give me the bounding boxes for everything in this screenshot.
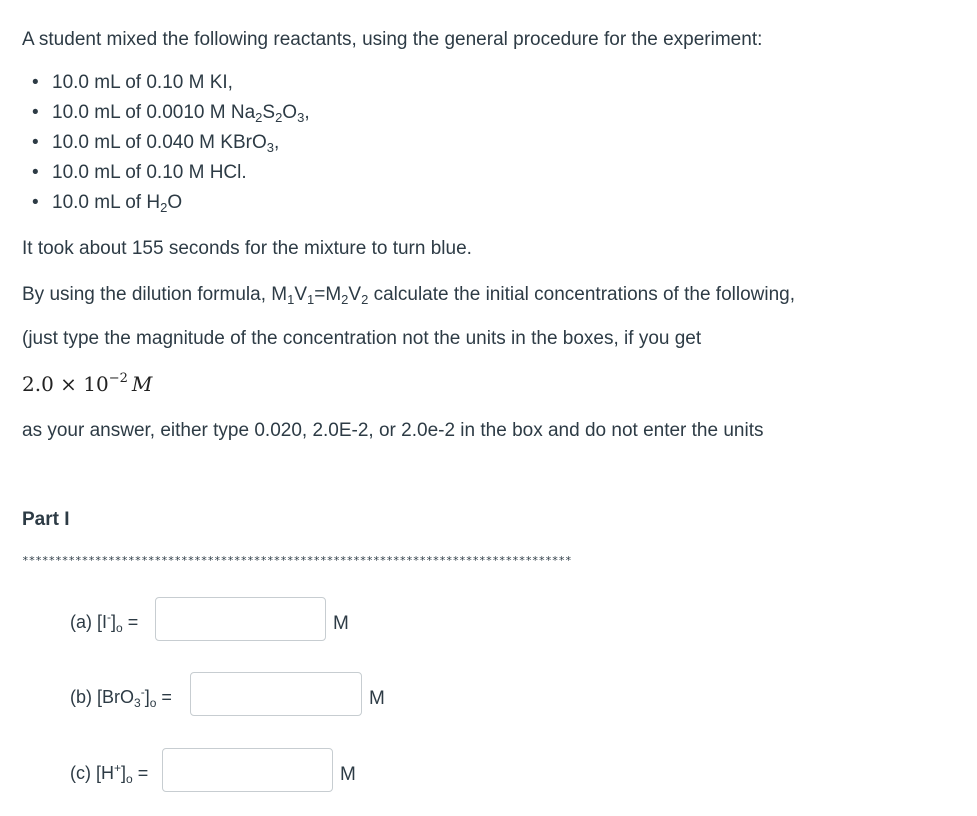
list-item: • 10.0 mL of 0.10 M HCl. [22, 158, 310, 188]
question-b-label: (b) $[BrO_3^-]_o$ = [70, 685, 172, 710]
bullet-icon: • [32, 102, 39, 123]
question-a-label: (a) $[I^-]_o$ = [70, 610, 139, 635]
unit-a-label: M [333, 613, 349, 634]
bullet-icon: • [32, 132, 39, 153]
answer-hint-text: as your answer, either type 0.020, 2.0E-2, or 2.0e-2 in the box and do not enter the units [22, 420, 764, 441]
unit-c-label: M [340, 764, 356, 785]
time-text: It took about 155 seconds for the mixture to turn blue. [22, 238, 472, 259]
part-title: Part I [22, 509, 70, 530]
dilution-text: By using the dilution formula, $M_1V_1=M_2V_2$ calculate the initial concentrations of the following, [22, 284, 796, 307]
list-item: • 10.0 mL of 0.10 M KI, [22, 68, 310, 98]
intro-text: A student mixed the following reactants, using the general procedure for the experiment: [22, 29, 763, 50]
answer-a-input[interactable] [155, 597, 326, 641]
bullet-icon: • [32, 72, 39, 93]
answer-b-input[interactable] [190, 672, 362, 716]
unit-b-label: M [369, 688, 385, 709]
example-value: $2.0 \times 10^{-2}$ M [22, 371, 153, 396]
list-item: • 10.0 mL of 0.040 M KBrO$_3$, [22, 128, 310, 158]
list-item: • 10.0 mL of $H_2O$ [22, 188, 310, 218]
bullet-icon: • [32, 192, 39, 213]
instructions-text: (just type the magnitude of the concentration not the units in the boxes, if you get [22, 328, 702, 349]
separator-line: *********************************************************************************** [22, 554, 572, 567]
list-item: • 10.0 mL of 0.0010 M $Na_2S_2O_3$, [22, 98, 310, 128]
question-c-label: (c) $[H^+]_o$ = [70, 761, 149, 786]
reactant-list [22, 68, 310, 218]
answer-c-input[interactable] [162, 748, 333, 792]
bullet-icon: • [32, 162, 39, 183]
